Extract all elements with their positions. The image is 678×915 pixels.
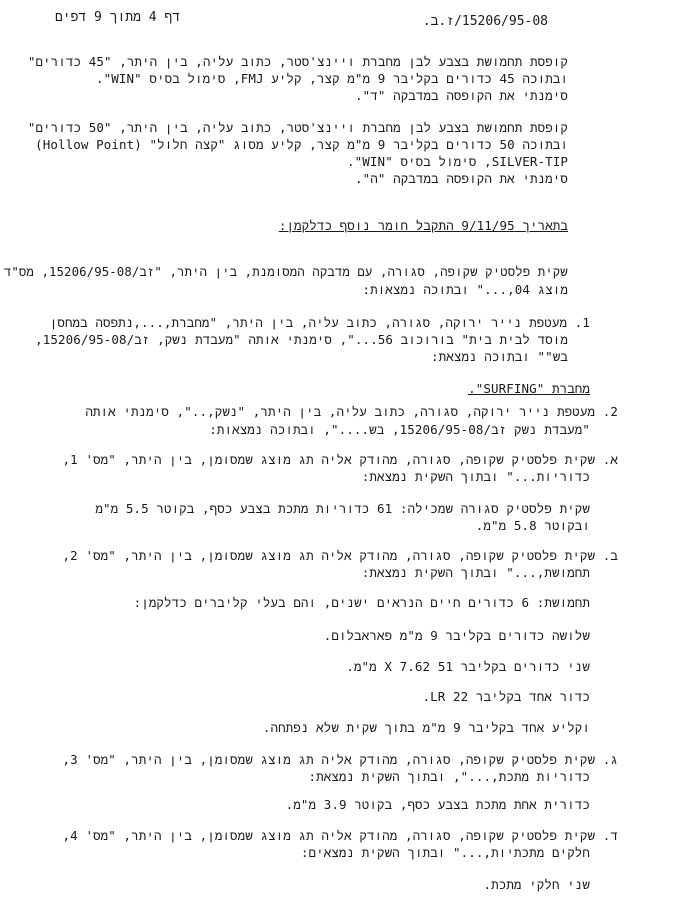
text-line: תחמושת,..." ובתוך השקית נמצאת: — [361, 565, 590, 580]
text-line: א. שקית פלסטיק שקופה, סגורה, מהודק אליה תג מוצג שמסומן, בין היתר, "מס' 1, — [62, 452, 618, 467]
text-line: קופסת תחמושת בצבע לבן מחברת ויינצ'סטר, כתוב עליה, בין היתר, "45 כדורים" — [27, 54, 568, 69]
text-line: תחמושת: 6 כדורים חיים הנראים ישנים, והם בעלי קליברים כדלקמן: — [133, 595, 590, 610]
text-line: 1. מעטפת נייר ירוקה, סגורה, כתוב עליה, בין היתר, "מחברת,...,נתפסה במחסן — [49, 315, 590, 330]
text-line: ג. שקית פלסטיק שקופה, סגורה, מהודק אליה תג מוצג שמסומן, בין היתר, "מס' 3, — [62, 752, 618, 767]
text-line: שני כדורים בקליבר 51 X 7.62 מ"מ. — [346, 659, 590, 674]
text-line: ובתוכה 45 כדורים בקליבר 9 מ"מ קצר, קליע FMJ, סימול בסיס "WIN". — [96, 71, 568, 86]
text-line: סימנתי את הקופסה במדבקה "ה". — [354, 171, 568, 186]
section-heading: מחברת "SURFING". — [468, 381, 590, 396]
text-line: מוסד לבית בית" בורוכוב 56...", סימנתי אותה "מעבדת נשק, זב/15206/95-08, — [35, 332, 568, 347]
text-line: בש"" ובתוכה נמצאת: — [431, 349, 568, 364]
text-line: וקליע אחד בקליבר 9 מ"מ בתוך שקית שלא נפתחה. — [262, 720, 590, 735]
text-line: סימנתי את הקופסה במדבקה "ד". — [354, 88, 568, 103]
text-line: ב. שקית פלסטיק שקופה, סגורה, מהודק אליה תג מוצג שמסומן, בין היתר, "מס' 2, — [62, 548, 618, 563]
section-heading: בתאריך 9/11/95 התקבל חומר נוסף כדלקמן: — [278, 218, 568, 233]
text-line: SILVER-TIP, סימול בסיס "WIN". — [347, 154, 568, 169]
text-line: מוצג 04,..." ובתוכה נמצאות: — [362, 282, 568, 297]
page-number-label: דף 4 מתוך 9 דפים — [55, 10, 180, 25]
text-line: כדור אחד בקליבר 22 LR. — [422, 689, 590, 704]
text-line: "מעבדת נשק זב/15206/95-08, בש....", ובתוכה נמצאות: — [209, 422, 590, 437]
text-line: שלושה כדורים בקליבר 9 מ"מ פאראבלום. — [323, 628, 590, 643]
text-line: שקית פלסטיק סגורה שמכילה: 61 כדוריות מתכת בצבע כסף, בקוטר 5.5 מ"מ — [95, 501, 590, 516]
case-number-label: 15206/95-08/ז.ב. — [422, 14, 548, 29]
text-line: קופסת תחמושת בצבע לבן מחברת ויינצ'סטר, כתוב עליה, בין היתר, "50 כדורים" — [27, 120, 568, 135]
text-line: שני חלקי מתכת. — [483, 877, 590, 892]
text-line: ובתוכה 50 כדורים בקליבר 9 מ"מ קצר, קליע מסוג "קצה חלול" (Hollow Point) — [35, 137, 568, 152]
text-line: שקית פלסטיק שקופה, סגורה, עם מדבקה המסומנת, בין היתר, "זב/15206/95-08, מס"ד — [4, 264, 568, 279]
text-line: חלקים מתכתיות,..." ובתוך השקית נמצאים: — [300, 845, 590, 860]
text-line: כדוריות..." ובתוך השקית נמצאת: — [361, 469, 590, 484]
text-line: ובקוטר 5.8 מ"מ. — [475, 518, 590, 533]
text-line: כדורית אחת מתכת בצבע כסף, בקוטר 3.9 מ"מ. — [285, 797, 590, 812]
text-line: 2. מעטפת נייר ירוקה, סגורה, כתוב עליה, בין היתר, "נשק,..", סימנתי אותה — [85, 404, 618, 419]
text-line: ד. שקית פלסטיק שקופה, סגורה, מהודק אליה תג מוצג שמסומן, בין היתר, "מס' 4, — [62, 828, 618, 843]
text-line: כדוריות מתכת,...", ובתוך השקית נמצאת: — [308, 769, 590, 784]
